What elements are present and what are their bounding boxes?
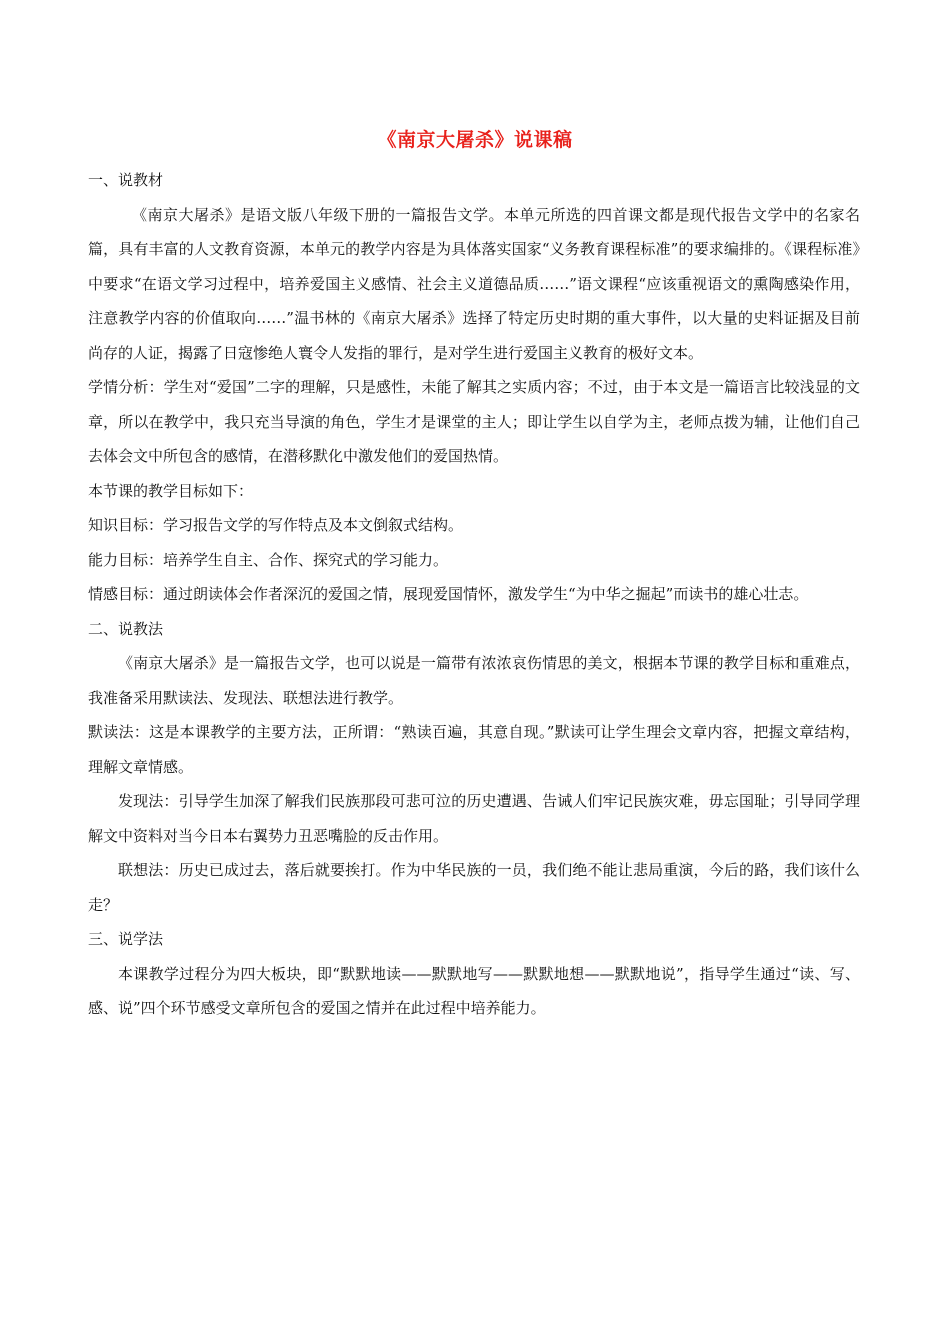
paragraph-method-intro: 《南京大屠杀》是一篇报告文学，也可以说是一篇带有浓浓哀伤情思的美文，根据本节课的教学目标和重难点，我准备采用默读法、发现法、联想法进行教学。	[88, 654, 860, 707]
paragraph-student-analysis: 学情分析：学生对“爱国”二字的理解，只是感性，未能了解其之实质内容；不过，由于本文是一篇语言比较浅显的文章，所以在教学中，我只充当导演的角色，学生才是课堂的主人；即让学生以自学为主，老师点拨为辅，让他们自己去体会文中所包含的感情，在潜移默化中激发他们的爱国热情。	[88, 378, 860, 465]
paragraph-goals-intro: 本节课的教学目标如下：	[88, 481, 254, 500]
paragraph-learning-process: 本课教学过程分为四大板块，即“默默地读——默默地写——默默地想——默默地说”，指导学生通过“读、写、感、说”四个环节感受文章所包含的爱国之情并在此过程中培养能力。	[88, 964, 860, 1017]
paragraph-knowledge-goal: 知识目标：学习报告文学的写作特点及本文倒叙式结构。	[88, 516, 464, 534]
paragraph-material-intro: 《南京大屠杀》是语文版八年级下册的一篇报告文学。本单元所选的四首课文都是现代报告文学中的名家名篇，具有丰富的人文教育资源，本单元的教学内容是为具体落实国家“义务教育课程标准”的要求编排的。《课程标准》中要求“在语文学习过程中，培养爱国主义感情、社会主义道德品质……”语文课程“应该重视语文的熏陶感染作用，注意教学内容的价值取向……”温书林的《南京大屠杀》选择了特定历史时期的重大事件，以大量的史料证据及目前尚存的人证，揭露了日寇惨绝人寰令人发指的罪行，是对学生进行爱国主义教育的极好文本。	[88, 205, 860, 362]
paragraph-association-method: 联想法：历史已成过去，落后就要挨打。作为中华民族的一员，我们绝不能让悲局重演，今后的路，我们该什么走？	[88, 861, 860, 914]
paragraph-silent-reading: 默读法：这是本课教学的主要方法，正所谓：“熟读百遍，其意自现。”默读可让学生理会文章内容，把握文章结构，理解文章情感。	[88, 723, 860, 776]
paragraph-emotion-goal: 情感目标：通过朗读体会作者深沉的爱国之情，展现爱国情怀，激发学生“为中华之掘起”而读书的雄心壮志。	[88, 585, 809, 603]
paragraph-ability-goal: 能力目标：培养学生自主、合作、探究式的学习能力。	[88, 550, 449, 569]
section-heading-teaching-material: 一、说教材	[88, 171, 164, 189]
section-heading-learning-method: 三、说学法	[88, 930, 164, 948]
paragraph-discovery-method: 发现法：引导学生加深了解我们民族那段可悲可泣的历史遭遇、告诫人们牢记民族灾难，毋忘国耻；引导同学理解文中资料对当今日本右翼势力丑恶嘴脸的反击作用。	[88, 792, 860, 845]
document-body	[88, 163, 860, 1026]
document-title: 《南京大屠杀》说课稿	[377, 129, 573, 151]
section-heading-teaching-method: 二、说教法	[88, 619, 164, 638]
